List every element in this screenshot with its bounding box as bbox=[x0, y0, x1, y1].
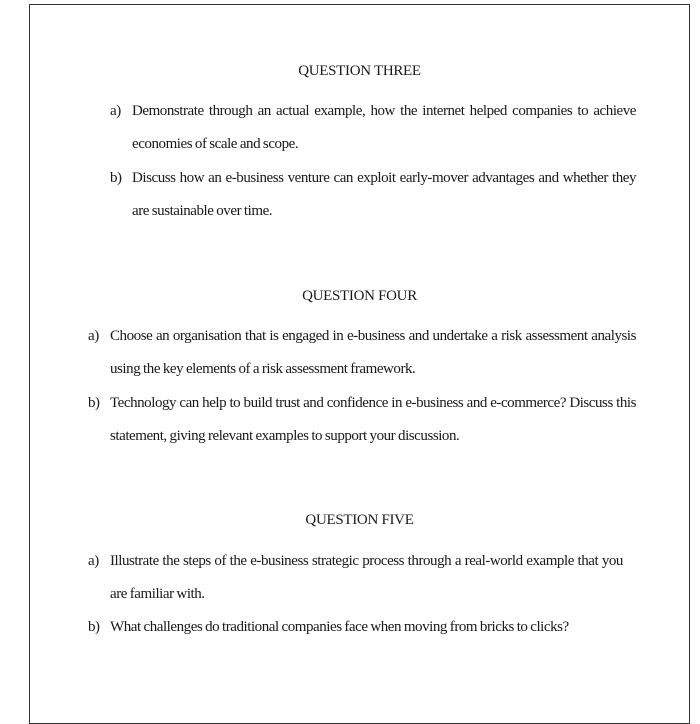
question-five-item-b bbox=[88, 611, 636, 644]
item-text: Choose an organisation that is engaged in e-business and undertake a risk assessment analysis using the key elements of a risk assessment framework. bbox=[110, 328, 636, 377]
item-text: What challenges do traditional companies face when moving from bricks to clicks? bbox=[110, 619, 569, 635]
question-four-item-a bbox=[88, 320, 636, 386]
question-four-heading: QUESTION FOUR bbox=[302, 288, 417, 304]
item-marker: a) bbox=[88, 328, 99, 344]
item-text: Demonstrate through an actual example, how the internet helped companies to achieve economies of scale and scope. bbox=[132, 103, 636, 152]
question-three-heading: QUESTION THREE bbox=[298, 63, 421, 79]
question-five-item-a bbox=[88, 545, 623, 611]
question-four-item-b bbox=[88, 387, 636, 453]
item-marker: b) bbox=[88, 619, 100, 635]
item-text: Technology can help to build trust and confidence in e-business and e-commerce? Discuss this statement, giving relevant examples to support your discussion. bbox=[110, 395, 636, 444]
question-five-heading: QUESTION FIVE bbox=[305, 512, 414, 528]
item-marker: b) bbox=[110, 170, 122, 186]
document-page bbox=[29, 4, 690, 724]
item-text: Illustrate the steps of the e-business strategic process through a real-world example that you are familiar with. bbox=[110, 553, 623, 602]
question-three-item-a bbox=[110, 95, 636, 161]
item-marker: a) bbox=[110, 103, 121, 119]
item-text: Discuss how an e-business venture can exploit early-mover advantages and whether they are sustainable over time. bbox=[132, 170, 636, 219]
item-marker: a) bbox=[88, 553, 99, 569]
question-three-item-b bbox=[110, 162, 636, 228]
item-marker: b) bbox=[88, 395, 100, 411]
